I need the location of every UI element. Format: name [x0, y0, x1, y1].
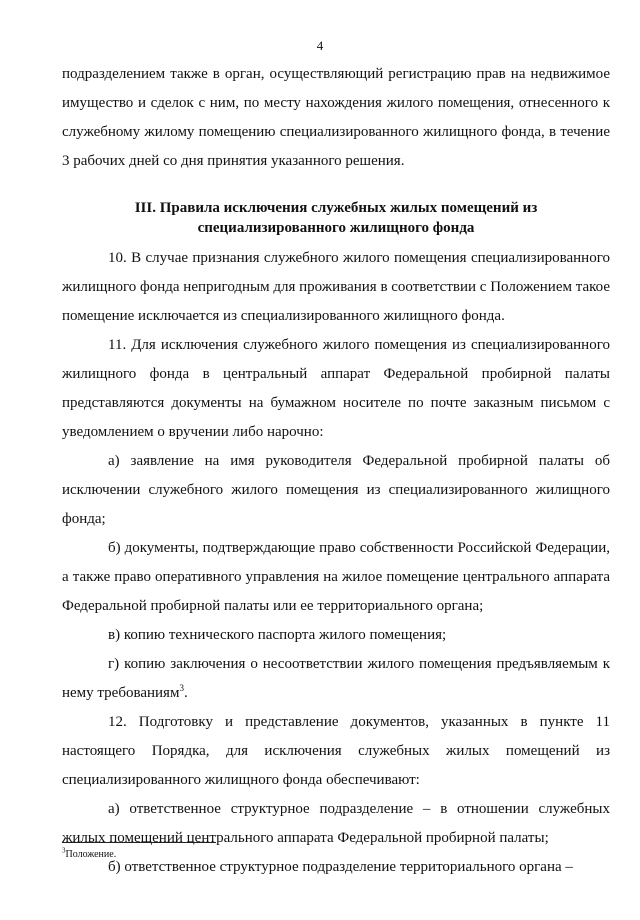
paragraph-10: 10. В случае признания служебного жилого помещения специализированного жилищного фонда непригодным для проживания в соответствии с Положением такое помещение исключается из специализированного жилищного фонда. — [62, 250, 610, 324]
paragraph-12: 12. Подготовку и представление документов, указанных в пункте 11 настоящего Порядка, для исключения служебных жилых помещений из специализированного жилищного фонда обеспечивают: — [62, 714, 610, 788]
section-title-line-2: специализированного жилищного фонда — [197, 220, 475, 236]
section-title-line-1: III. Правила исключения служебных жилых помещений из — [134, 200, 538, 216]
paragraph-11: 11. Для исключения служебного жилого помещения из специализированного жилищного фонда в центральный аппарат Федеральной пробирной палаты представляются документы на бумажном носителе по почте заказным письмом с уведомлением о вручении либо нарочно: — [62, 337, 610, 440]
paragraph-11-b: б) документы, подтверждающие право собственности Российской Федерации, а также право оперативного управления на жилое помещение центрального аппарата Федеральной пробирной палаты или ее территориального органа; — [62, 540, 610, 614]
paragraph-11-v: в) копию технического паспорта жилого помещения; — [108, 627, 447, 643]
paragraph-12-b: б) ответственное структурное подразделение территориального органа – — [108, 859, 573, 875]
paragraph-11-g — [62, 650, 610, 708]
paragraph-11-a: а) заявление на имя руководителя Федеральной пробирной палаты об исключении служебного жилого помещения из специализированного жилищного фонда; — [62, 453, 610, 527]
paragraph-11-g-text: г) копию заключения о несоответствии жилого помещения предъявляемым к нему требованиям — [62, 656, 610, 701]
section-title — [62, 198, 610, 238]
page-number: 4 — [316, 38, 324, 53]
footnote-text: Положение. — [65, 849, 117, 860]
footnote-divider — [62, 842, 216, 843]
footnote — [62, 846, 117, 860]
footnote-mark: 3 — [62, 846, 66, 855]
intro-paragraph: подразделением также в орган, осуществляющий регистрацию прав на недвижимое имущество и сделок с ним, по месту нахождения жилого помещения, отнесенного к служебному жилому помещению специализированного жилищного фонда, в течение 3 рабочих дней со дня принятия указанного решения. — [62, 66, 610, 169]
document-body — [62, 60, 610, 882]
paragraph-11-g-end: . — [183, 685, 188, 701]
paragraph-12-a: а) ответственное структурное подразделение – в отношении служебных жилых помещений центрального аппарата Федеральной пробирной палаты; — [62, 801, 610, 846]
footnote-reference: 3 — [179, 683, 184, 693]
